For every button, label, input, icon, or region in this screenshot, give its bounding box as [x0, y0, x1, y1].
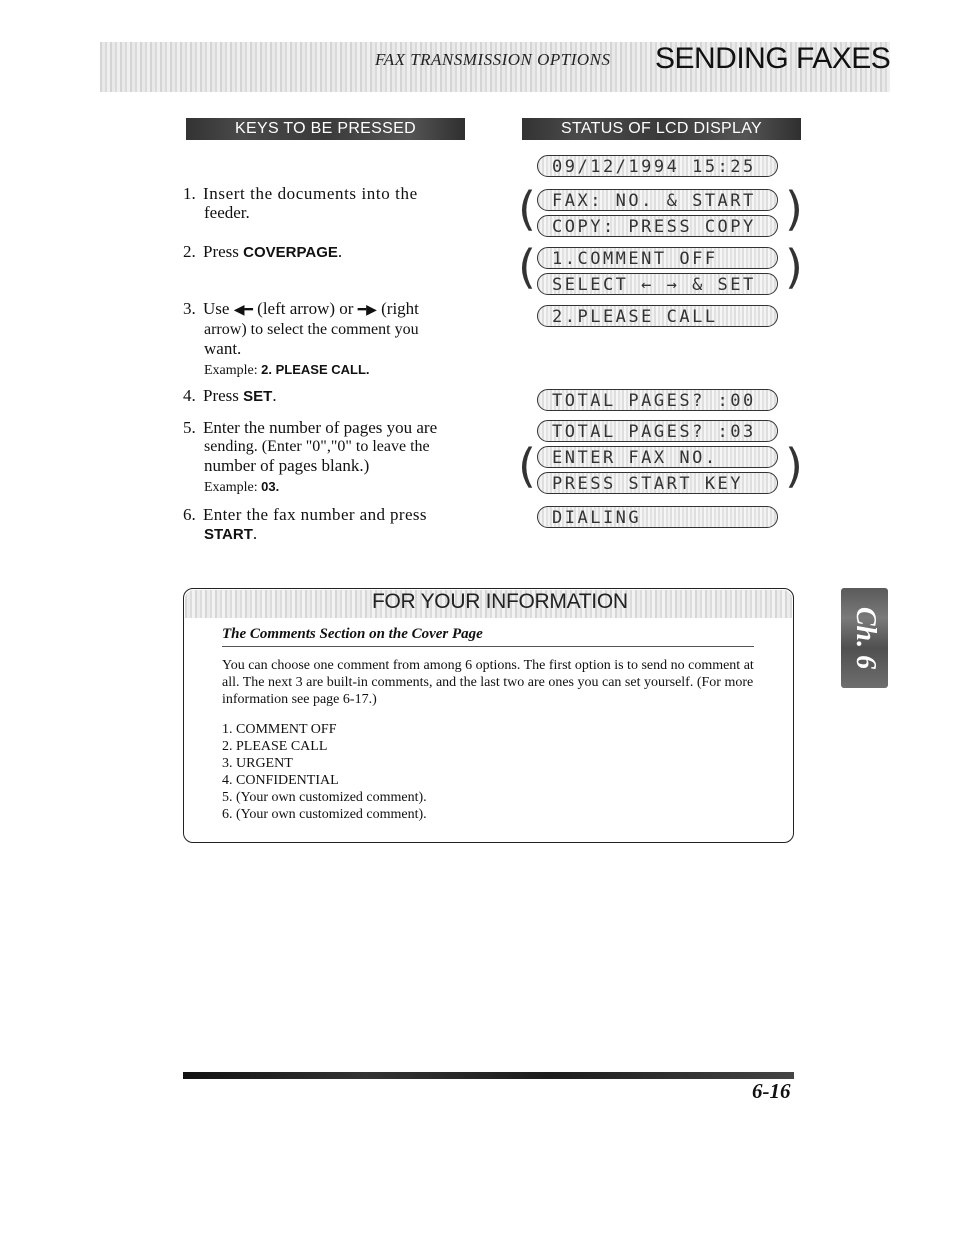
step-number: 2. [183, 242, 196, 261]
step-number: 6. [183, 505, 196, 524]
step-1 [183, 184, 468, 222]
lcd-display-copy: COPY: PRESS COPY [537, 215, 778, 237]
alternating-bracket-icon: ) [785, 182, 803, 236]
step-text: (left arrow) or [257, 299, 354, 318]
step-text-continued: want. [204, 339, 242, 358]
key-start: START [204, 526, 253, 543]
lcd-display-date: 09/12/1994 15:25 [537, 155, 778, 177]
lcd-display-dialing: DIALING [537, 506, 778, 528]
example-label: Example: [204, 363, 258, 378]
step-number: 1. [183, 184, 196, 203]
example [183, 360, 468, 380]
lcd-display-total-pages-00: TOTAL PAGES? :00 [537, 389, 778, 411]
list-item: 1. COMMENT OFF [222, 722, 337, 737]
step-number: 5. [183, 418, 196, 437]
lcd-column-header: STATUS OF LCD DISPLAY [522, 118, 801, 140]
step-4 [183, 386, 468, 406]
comment-options-list [222, 721, 427, 823]
step-tail: . [272, 386, 277, 405]
chapter-tab-label: Ch. 6 [849, 606, 881, 670]
right-arrow-icon: ━▶ [357, 302, 377, 318]
example-value: 03. [261, 479, 280, 494]
info-box-title: FOR YOUR INFORMATION [372, 590, 628, 613]
step-5 [183, 418, 468, 497]
step-3 [183, 299, 468, 380]
section-title: FAX TRANSMISSION OPTIONS [375, 50, 611, 69]
step-6 [183, 505, 468, 544]
page-number: 6-16 [752, 1079, 791, 1103]
step-text-continued: arrow) to select the comment you [204, 321, 419, 338]
info-box-subtitle: The Comments Section on the Cover Page [222, 626, 483, 642]
example [183, 477, 468, 497]
step-number: 3. [183, 299, 196, 318]
step-2 [183, 242, 468, 262]
step-text: Insert the documents into the [203, 184, 418, 203]
chapter-title: SENDING FAXES [655, 42, 891, 75]
list-item: 2. PLEASE CALL [222, 739, 328, 754]
left-arrow-icon: ◀━ [233, 302, 253, 318]
step-tail: . [252, 524, 258, 543]
lcd-display-please-call: 2.PLEASE CALL [537, 305, 778, 327]
step-text: Press [203, 242, 239, 261]
step-text-continued: feeder. [204, 203, 250, 222]
alternating-bracket-icon: ) [785, 240, 803, 294]
lcd-display-select: SELECT ← → & SET [537, 273, 778, 295]
step-text: Use [203, 299, 230, 318]
lcd-display-fax-no: FAX: NO. & START [537, 189, 778, 211]
step-text: (right [381, 299, 419, 318]
lcd-display-comment-off: 1.COMMENT OFF [537, 247, 778, 269]
step-text: Enter the fax number and press [203, 505, 427, 524]
list-item: 6. (Your own customized comment). [222, 807, 427, 822]
step-text-continued: number of pages blank.) [204, 456, 370, 475]
footer-rule [183, 1072, 794, 1079]
step-text: Press [203, 386, 239, 405]
alternating-bracket-icon: ( [518, 240, 536, 294]
list-item: 4. CONFIDENTIAL [222, 773, 339, 788]
alternating-bracket-icon: ) [785, 439, 803, 493]
step-text-continued: sending. (Enter "0","0" to leave the [204, 438, 430, 455]
lcd-display-enter-fax: ENTER FAX NO. [537, 446, 778, 468]
chapter-tab [841, 588, 888, 688]
list-item: 5. (Your own customized comment). [222, 790, 427, 805]
step-tail: . [337, 242, 343, 261]
key-set: SET [243, 388, 273, 405]
keys-column-header: KEYS TO BE PRESSED [186, 118, 465, 140]
key-coverpage: COVERPAGE [243, 244, 338, 261]
alternating-bracket-icon: ( [518, 182, 536, 236]
step-text: Enter the number of pages you are [203, 418, 438, 437]
step-key-line [183, 524, 468, 544]
info-box-divider [222, 646, 754, 647]
info-box-paragraph: You can choose one comment from among 6 options. The first option is to send no comment at all. The next 3 are built-in comments, and the last two are ones you can set yourself. (For more information see page 6-17.) [222, 658, 754, 707]
example-value: 2. PLEASE CALL. [261, 362, 370, 377]
lcd-display-total-pages-03: TOTAL PAGES? :03 [537, 420, 778, 442]
example-label: Example: [204, 480, 258, 495]
lcd-display-press-start: PRESS START KEY [537, 472, 778, 494]
list-item: 3. URGENT [222, 756, 293, 771]
alternating-bracket-icon: ( [518, 439, 536, 493]
step-number: 4. [183, 386, 196, 405]
